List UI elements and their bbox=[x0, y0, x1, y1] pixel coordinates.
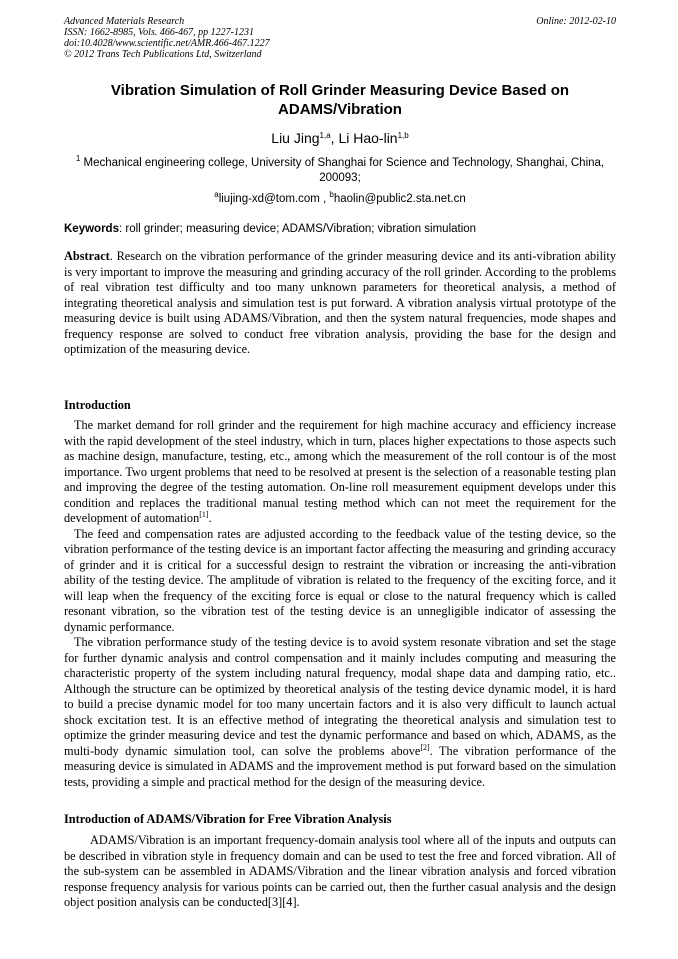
email-address: haolin@public2.sta.net.cn bbox=[333, 193, 466, 205]
paragraph-text: . The vibration performance of the measuring device is simulated in ADAMS and the improvement method is put forward based on the simulation tests, providing a simple and practical method for the design of the measuring device. bbox=[64, 743, 616, 789]
paper-title: Vibration Simulation of Roll Grinder Measuring Device Based on ADAMS/Vibration bbox=[110, 82, 570, 118]
affiliation-text: Mechanical engineering college, University of Shanghai for Science and Technology, Shanghai, China, 200093; bbox=[83, 157, 605, 184]
introduction-body bbox=[64, 418, 616, 790]
author-line bbox=[64, 129, 616, 147]
abstract bbox=[64, 249, 616, 358]
doi-line: doi:10.4028/www.scientific.net/AMR.466-467.1227 bbox=[64, 38, 270, 49]
copyright-line: © 2012 Trans Tech Publications Ltd, Switzerland bbox=[64, 49, 262, 60]
paragraph-text: . bbox=[208, 511, 212, 525]
citation: [1] bbox=[199, 510, 209, 519]
paragraph bbox=[64, 635, 616, 790]
email-address: liujing-xd@tom.com , bbox=[218, 193, 330, 205]
abstract-label: Abstract bbox=[64, 249, 110, 263]
section-heading-introduction: Introduction bbox=[64, 398, 131, 412]
online-date: Online: 2012-02-10 bbox=[536, 16, 616, 27]
paragraph-text: The market demand for roll grinder and the requirement for high machine accuracy and efficiency increase with the rapid development of the steel industry, which in turn, places higher expectations to those aspects such as machine design, manufacture, testing, etc., among which the measurement of the roll contour is of the most importance. Two urgent problems that need to be resolved at present is the selection of a reasonable testing plan and improving the degree of the testing automation. On-line roll measurement equipment develops under this condition and replaces the traditional manual testing method which can not meet the requirement for the development of automation bbox=[64, 418, 616, 525]
author-separator: , bbox=[330, 130, 339, 146]
citation: [2] bbox=[420, 742, 430, 752]
journal-header bbox=[64, 16, 616, 60]
author-affiliation-mark: 1,a bbox=[319, 131, 331, 140]
author-name: Liu Jing bbox=[271, 130, 320, 146]
email-mark: b bbox=[329, 190, 334, 199]
paragraph bbox=[64, 418, 616, 527]
affiliation-mark: 1 bbox=[75, 154, 81, 163]
abstract-text: . Research on the vibration performance of the grinder measuring device and its anti-vibration ability is very important to improve the measuring and grinding accuracy of the roll grinder. According to the problems of real vibration test difficulty and too many unknown parameters for theoretical analysis, a method of integrating theoretical analysis and simulation test is put forward. A vibration analysis virtual prototype of the measuring device is built using ADAMS/Vibration, and then the system natural frequencies, mode shapes and frequency response are solved to conduct free vibration analysis, providing the base for the design and optimization of the measuring device. bbox=[64, 249, 616, 356]
journal-name: Advanced Materials Research bbox=[64, 16, 185, 27]
paragraph: ADAMS/Vibration is an important frequency-domain analysis tool where all of the inputs and outputs can be described in vibration style in frequency domain and can be used to test the free and forced vibration. All of the sub-system can be assembled in ADAMS/Vibration and the linear vibration analysis and forced vibration response frequency analysis for various points can be carried out, then the further casual analysis and the design object position analysis can be conducted[3][4]. bbox=[64, 833, 616, 909]
keywords-label: Keywords bbox=[64, 223, 119, 235]
email-mark: a bbox=[214, 190, 219, 199]
issn-line: ISSN: 1662-8985, Vols. 466-467, pp 1227-1231 bbox=[64, 27, 254, 38]
keywords bbox=[64, 222, 616, 236]
email-line bbox=[64, 192, 616, 207]
affiliation bbox=[64, 156, 616, 186]
paragraph: The feed and compensation rates are adjusted according to the feedback value of the testing device, so the vibration performance of the testing device is an important factor affecting the measuring and grinding accuracy of grinder and it is critical for a successful design to restraint the vibration or increasing the anti-vibration ability of the testing device. The amplitude of vibration is related to the frequency of the exciting force, and it will leap when the frequency of the exciting force is equal or close to the natural frequency which is called resonant vibration, so the vibration test of the testing device is an unnegligible indicator of assessing the dynamic performance. bbox=[64, 526, 616, 634]
author-affiliation-mark: 1,b bbox=[397, 131, 409, 140]
section-heading-adams-vibration: Introduction of ADAMS/Vibration for Free Vibration Analysis bbox=[64, 812, 392, 826]
adams-section-body bbox=[64, 833, 616, 911]
paragraph-text: The vibration performance study of the testing device is to avoid system resonate vibration and set the stage for further dynamic analysis and control compensation and it mainly includes computing and measuring the characteristic property of the system including natural frequency, modal shape data and damping ratio, etc.. Although the structure can be optimized by theoretical analysis of the testing device dynamic model, it is hard to build a precise dynamic model for too many uncertain factors and it is also very difficult to launch actual shock excitation test. It is an effective method of integrating the theoretical analysis and simulation test to optimize the grinder measuring device and test the dynamic performance and based on which, ADAMS, as the multi-body dynamic simulation tool, can solve the problems above bbox=[64, 635, 616, 758]
keywords-text: : roll grinder; measuring device; ADAMS/Vibration; vibration simulation bbox=[118, 223, 477, 235]
author-name: Li Hao-lin bbox=[338, 130, 398, 146]
